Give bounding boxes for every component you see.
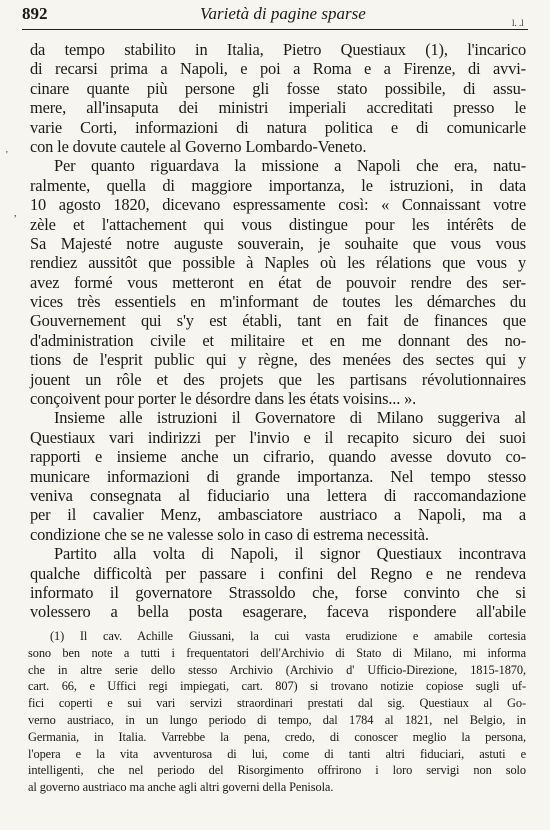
text-line: qualche difficoltà per passare i confini del Regno e ne rendeva: [30, 563, 526, 583]
footnote-line: sono ben note a tutti i frequentatori dell'Archivio di Stato di Milano, mi informa: [28, 645, 526, 660]
text-line: Insieme alle istruzioni il Governatore di Milano suggeriva al: [54, 408, 526, 428]
header-rule: [22, 29, 528, 30]
footnote-line: fici coperti e sui vari servizi straordinari prestati dal sig. Questiaux al Go-: [28, 696, 526, 711]
text-line: veniva consegnata al fiduciario una lettera di raccomandazione: [30, 485, 526, 505]
text-line: con le dovute cautele al Governo Lombardo-Veneto.: [30, 136, 367, 156]
text-line: rendiez aussitôt que possible à Naples où les rélations que vous y: [30, 253, 526, 273]
footnote-line: che in altre serie dello stesso Archivio (Archivio d' Ufficio-Direzione, 1815-1870,: [28, 662, 526, 677]
corner-marks: l. .l: [512, 18, 524, 28]
page-number: 892: [22, 4, 48, 23]
text-line: informato il governatore Strassoldo che, forse convinto che si: [30, 582, 526, 602]
text-line: jouent un rôle et des projets que les partisans révolutionnaires: [30, 369, 526, 389]
text-line: municare informazioni di grande importanza. Nel tempo stesso: [30, 466, 526, 486]
text-line: di recarsi prima a Napoli, e poi a Roma e a Firenze, di avvi-: [30, 59, 526, 79]
footnote-line: al governo austriaco ma anche agli altri governi della Penisola.: [28, 780, 334, 795]
text-line: rapporti e insieme anche un cifrario, quando avesse dovuto co-: [30, 447, 526, 467]
text-line: Partito alla volta di Napoli, il signor Questiaux incontrava: [54, 544, 526, 564]
footnote-line: verno austriaco, in un lungo periodo di tempo, dal 1784 al 1821, nel Belgio, in: [28, 712, 526, 727]
text-line: avez formé vous metteront en état de pouvoir rendre des ser-: [30, 272, 526, 292]
text-line: per il cavalier Menz, ambasciatore austriaco a Napoli, ma a: [30, 505, 526, 525]
text-line: vices très essentiels en m'informant de toutes les démarches du: [30, 292, 526, 312]
footnote-line: intelligenti, che nel periodo del Risorgimento offrirono i loro servigi non solo: [28, 763, 526, 778]
text-line: conçoivent pour porter le désordre dans les états voisins... ».: [30, 389, 417, 409]
text-line: varie Corti, informazioni di natura politica e di comunicarle: [30, 117, 526, 137]
running-title: Varietà di pagine sparse: [200, 4, 366, 23]
text-line: mere, all'insaputa dei ministri imperiali accreditati presso le: [30, 98, 526, 118]
text-line: 10 agosto 1820, dicevano espressamente così: « Connaissant votre: [30, 195, 526, 215]
footnote: [28, 628, 526, 796]
text-line: Gouvernement qui s'y est établi, tant en fait de finances que: [30, 311, 526, 331]
footnote-line: l'opera e la vita avventurosa di lui, come di tanti altri fiduciari, astuti e: [28, 746, 526, 761]
text-line: Per quanto riguardava la missione a Napoli che era, natu-: [54, 156, 526, 176]
text-line: cinare quante più persone gli fosse stato possibile, di assu-: [30, 78, 526, 98]
text-line: condizione che se ne valesse solo in caso di estrema necessità.: [30, 524, 429, 544]
text-line: tions de l'esprit public qui y règne, des menées des sectes qui y: [30, 350, 526, 370]
footnote-line: Germania, in Italia. Varrebbe la pena, credo, di conoscer meglio la persona,: [28, 729, 526, 744]
footnote-line: (1) Il cav. Achille Giussani, la cui vasta erudizione e amabile cortesia: [50, 629, 526, 643]
text-line: Sa Majesté notre auguste souverain, je souhaite que vous vous: [30, 233, 526, 253]
text-line: Questiaux vari indirizzi per l'invio e il recapito sicuro dei suoi: [30, 427, 526, 447]
margin-mark: ,: [14, 208, 17, 219]
text-line: volessero a bella posta esagerare, faceva rispondere all'abile: [30, 602, 526, 622]
text-line: zèle et l'attachement qui vous distingue pour les intérêts de: [30, 214, 526, 234]
text-line: d'administration civile et militaire et en me donnant des no-: [30, 330, 526, 350]
text-line: da tempo stabilito in Italia, Pietro Questiaux (1), l'incarico: [30, 40, 526, 59]
footnote-line: cart. 66, e Uffici regi impiegati, cart. 807) si trovano notizie copiose sugli uf-: [28, 679, 526, 694]
text-line: ralmente, quella di maggiore importanza, le istruzioni, in data: [30, 175, 526, 195]
margin-mark: ': [6, 150, 8, 161]
body-text: [30, 40, 526, 622]
